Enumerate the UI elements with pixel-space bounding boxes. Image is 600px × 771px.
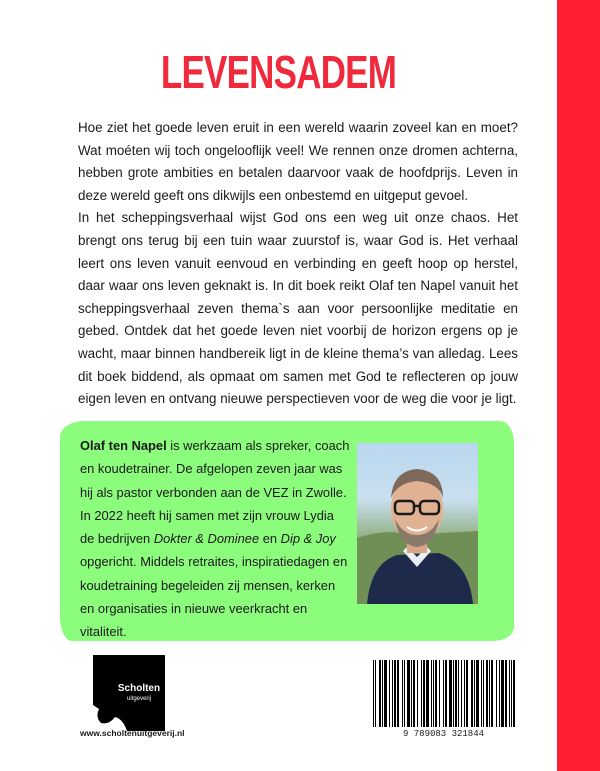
isbn-number: 9 789083 321844 [402,729,484,739]
author-name: Olaf ten Napel [80,438,167,453]
publisher-url: www.scholtenuitgeverij.nl [80,728,185,738]
bio-text-2: en [259,531,281,547]
logo-text-scholten: Scholten [117,683,161,694]
spine-stripe [557,0,600,771]
author-bio [80,434,350,644]
bio-text-1: is werkzaam als spreker, coach en koudetrainer. De afgelopen zeven jaar was hij als pastor verbonden aan de VEZ in Zwolle. In 2022 heeft hij samen met zijn vrouw Lydia de bedrijven [80,438,350,547]
company-dip-joy: Dip & Joy [280,531,336,547]
scholten-logo-icon [93,655,165,731]
book-title: LEVENSADEM [160,46,397,98]
intro-paragraph-2: In het scheppingsverhaal wijst God ons een weg uit onze chaos. Het brengt ons terug bij een tuin waar zuurstof is, waar God is. Het verhaal leert ons leven vanuit eenvoud en verbinding en geeft hoop op herstel, daar waar ons leven geknakt is. In dit boek reikt Olaf ten Napel vanuit het scheppingsverhaal zeven thema`s aan voor persoonlijke meditatie en gebed. Ontdek dat het goede leven niet voorbij de horizon ergens op je wacht, maar binnen handbereik ligt in de kleine thema’s van alledag. Lees dit boek biddend, als opmaat om samen met God te reflecteren op jouw eigen leven en ontvang nieuwe perspectieven voor de weg die voor je ligt. [78,210,518,407]
author-photo [357,443,478,604]
bio-text-3: opgericht. Middels retraites, inspiratiedagen en koudetraining begeleiden zij mensen, kerken en organisaties in nieuwe veerkracht en vitaliteit. [80,554,348,640]
barcode-icon [369,658,518,729]
intro-paragraph-1: Hoe ziet het goede leven eruit in een wereld waarin zoveel kan en moet? Wat moéten wij toch ongelooflijk veel! We rennen onze dromen achterna, hebben grote ambities en betalen daarvoor vaak de hoofdprijs. Leven in deze wereld geeft ons dikwijls een onbestemd en uitgeput gevoel. [78,120,518,203]
company-dokter-dominee: Dokter & Dominee [153,531,260,547]
logo-text-uitgeverij: uitgeverij [126,696,152,702]
intro-text [78,117,518,411]
